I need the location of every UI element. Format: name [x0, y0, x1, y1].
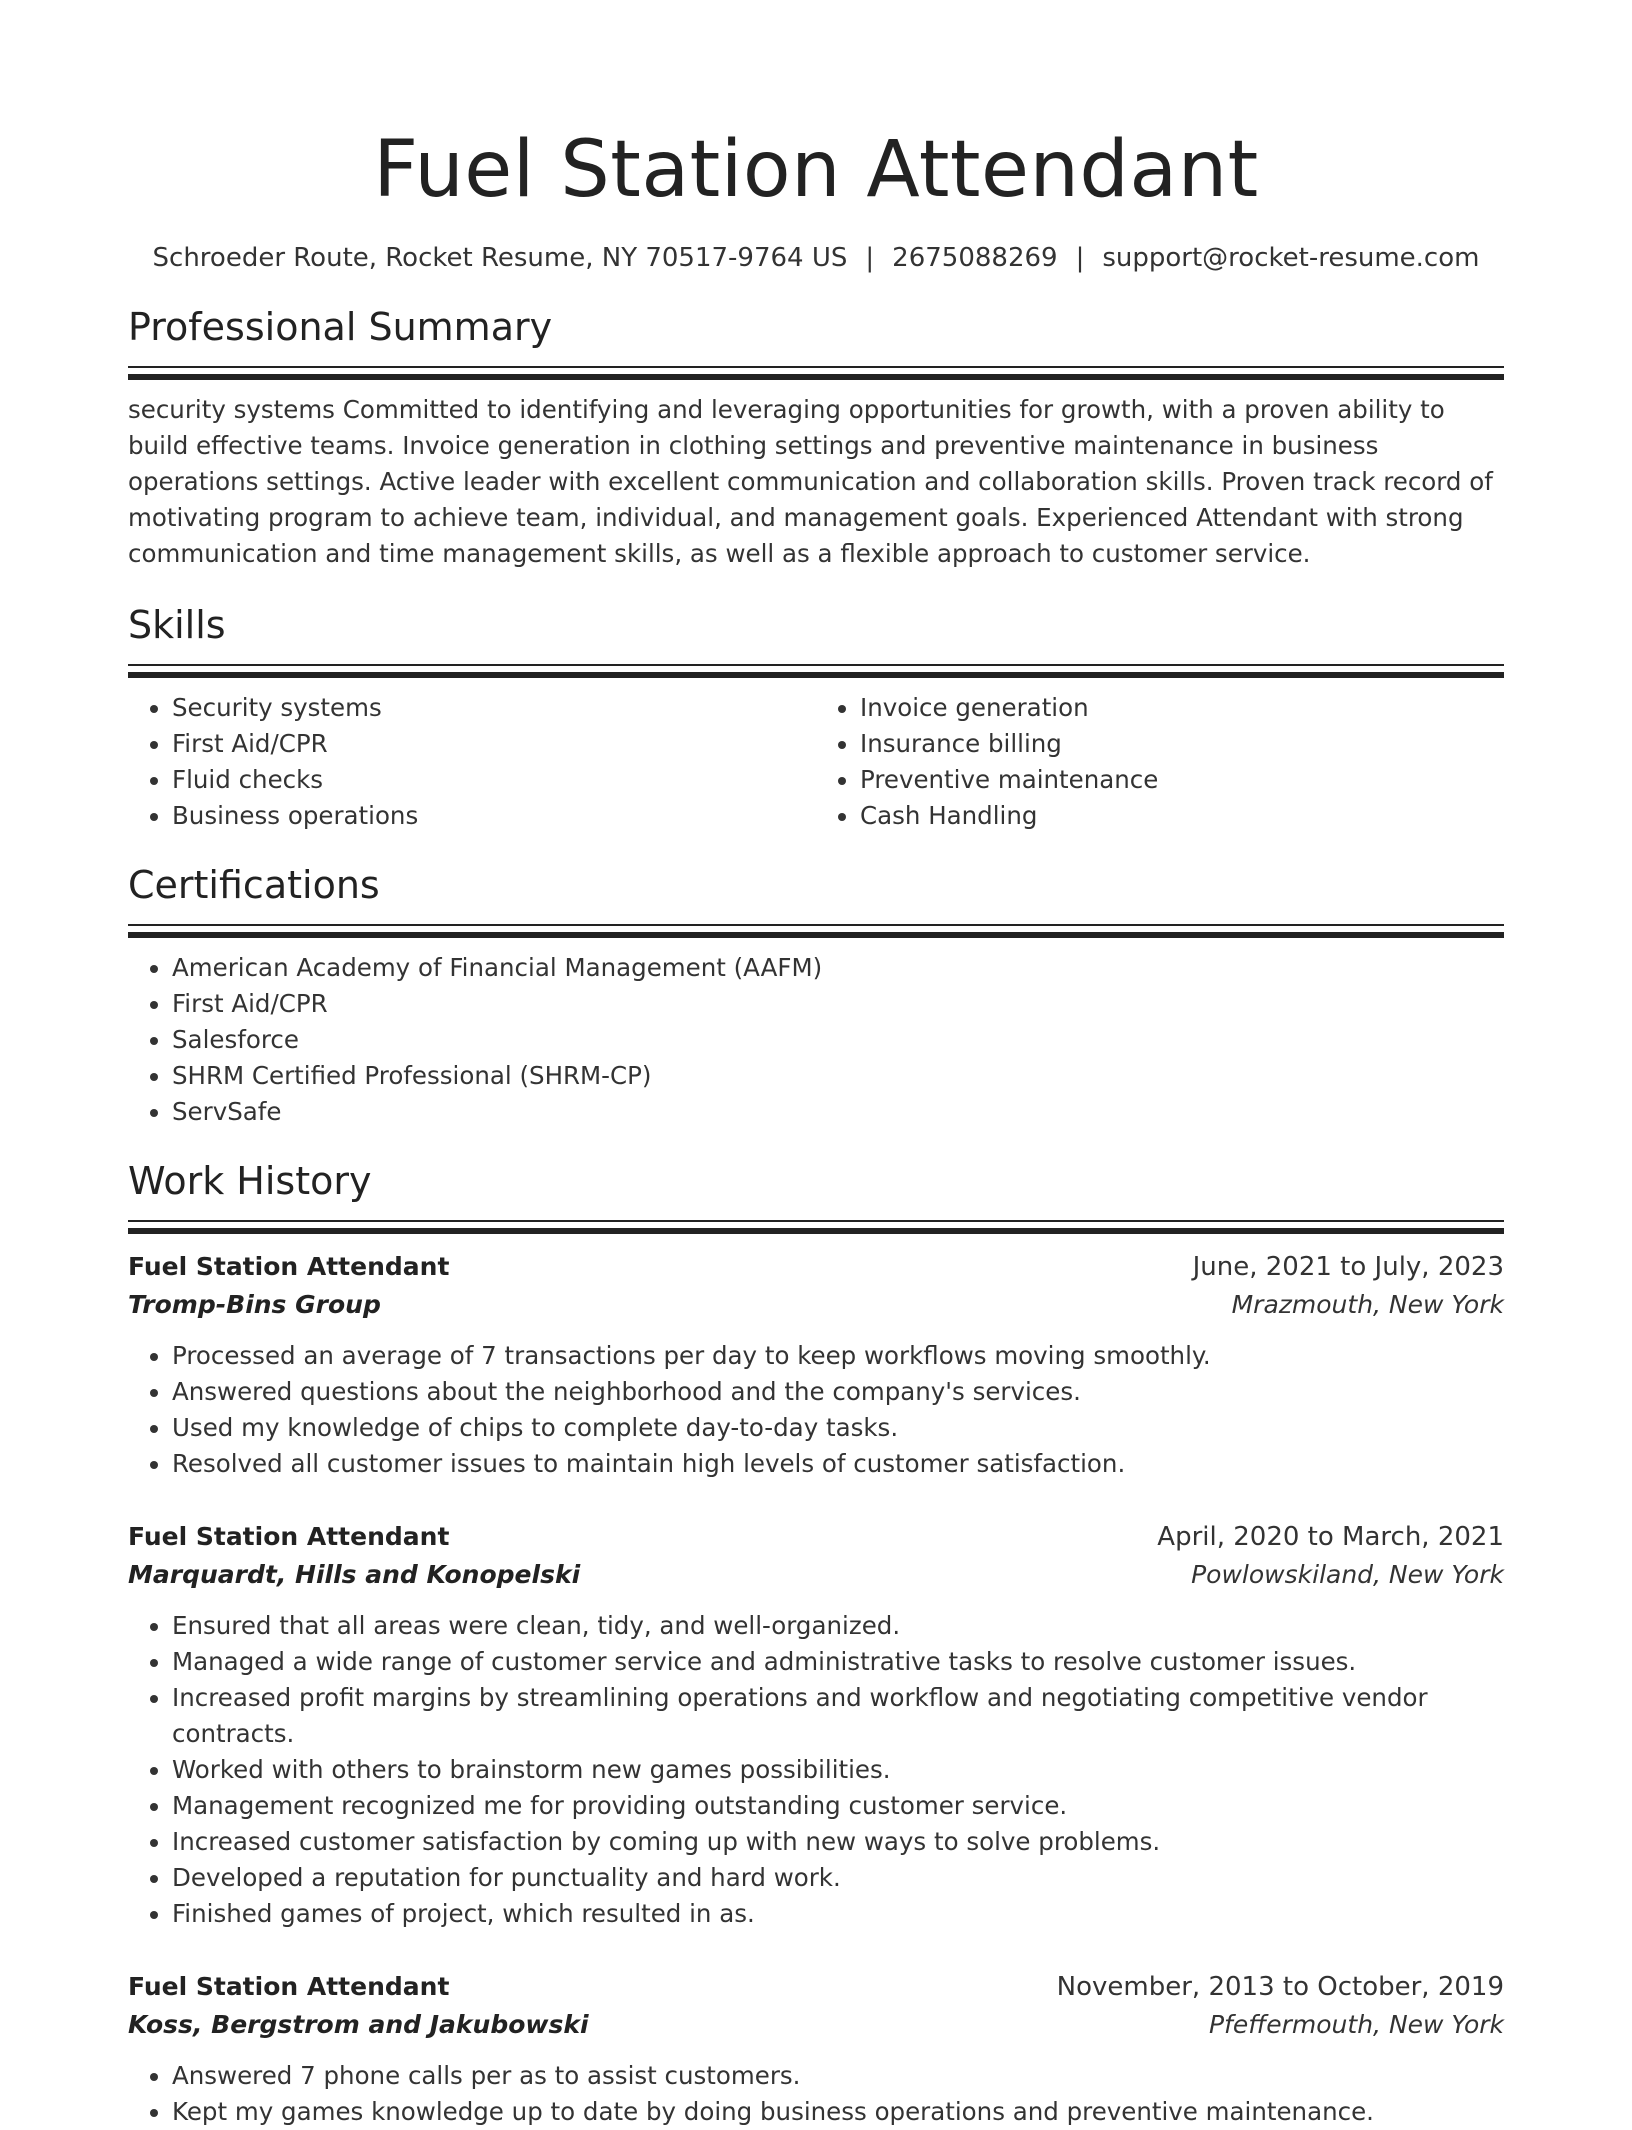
job-header-row [128, 1248, 1504, 1286]
job-bullet: • Answered questions about the neighborhood and the company's services. [172, 1374, 1504, 1410]
job-dates: November, 2013 to October, 2019 [1056, 1972, 1504, 2002]
job-company: Koss, Bergstrom and Jakubowski [128, 2010, 589, 2039]
section-heading-summary: Professional Summary [128, 305, 553, 349]
job-bullets [128, 2058, 1504, 2130]
job-bullet: • Finished games of project, which resulted in as. [172, 1896, 1504, 1932]
job-location: Pfeffermouth, New York [1208, 2010, 1504, 2039]
job-bullet: • Increased customer satisfaction by coming up with new ways to solve problems. [172, 1824, 1504, 1860]
job-bullet: • Increased profit margins by streamlining operations and workflow and negotiating competitive vendor contracts. [172, 1680, 1504, 1752]
contact-separator: | [865, 243, 875, 273]
professional-summary-section [128, 302, 1504, 572]
skill-item: • Preventive maintenance [860, 762, 1504, 798]
contact-phone: 2675088269 [892, 243, 1058, 273]
resume-name: Fuel Station Attendant [373, 125, 1259, 215]
job-bullet: • Answered 7 phone calls per as to assist customers. [172, 2058, 1504, 2094]
job-bullet: • Ensured that all areas were clean, tidy, and well-organized. [172, 1608, 1504, 1644]
job-company-row [128, 1286, 1504, 1324]
job-header-row [128, 1518, 1504, 1556]
job-bullet: • Worked with others to brainstorm new games possibilities. [172, 1752, 1504, 1788]
certification-item: • First Aid/CPR [172, 986, 1504, 1022]
job-entry [128, 1968, 1504, 2130]
skills-section [128, 600, 1504, 834]
job-bullet: • Developed a reputation for punctuality and hard work. [172, 1860, 1504, 1896]
section-heading-certifications: Certifications [128, 863, 380, 907]
section-divider [128, 924, 1504, 938]
job-company: Tromp-Bins Group [128, 1290, 381, 1319]
job-location: Mrazmouth, New York [1231, 1290, 1504, 1319]
skill-item: • Business operations [172, 798, 816, 834]
job-title: Fuel Station Attendant [128, 1522, 450, 1551]
skills-column-left [128, 690, 816, 834]
job-bullets [128, 1338, 1504, 1482]
summary-text: security systems Committed to identifying and leveraging opportunities for growth, with a proven ability to build effective teams. Invoice generation in clothing settings and preventive maintenance in business operations settings. Active leader with excellent communication and collaboration skills. Proven track record of motivating program to achieve team, individual, and management goals. Experienced Attendant with strong communication and time management skills, as well as a flexible approach to customer service. [128, 395, 1493, 568]
job-dates: April, 2020 to March, 2021 [1157, 1522, 1504, 1552]
certification-item: • ServSafe [172, 1094, 1504, 1130]
certification-item: • American Academy of Financial Management (AAFM) [172, 950, 1504, 986]
job-company-row [128, 1556, 1504, 1594]
job-bullet: • Management recognized me for providing outstanding customer service. [172, 1788, 1504, 1824]
skill-item: • Security systems [172, 690, 816, 726]
contact-line [128, 240, 1504, 276]
job-company-row [128, 2006, 1504, 2044]
section-divider [128, 366, 1504, 380]
job-bullet: • Resolved all customer issues to maintain high levels of customer satisfaction. [172, 1446, 1504, 1482]
skill-item: • First Aid/CPR [172, 726, 816, 762]
job-bullet: • Managed a wide range of customer service and administrative tasks to resolve customer issues. [172, 1644, 1504, 1680]
job-entry [128, 1248, 1504, 1482]
job-bullets [128, 1608, 1504, 1932]
certifications-section [128, 860, 1504, 1130]
contact-separator: | [1075, 243, 1085, 273]
job-bullet: • Kept my games knowledge up to date by doing business operations and preventive maintenance. [172, 2094, 1504, 2130]
section-heading-skills: Skills [128, 603, 226, 647]
job-dates: June, 2021 to July, 2023 [1192, 1252, 1504, 1282]
section-divider [128, 1220, 1504, 1234]
job-title: Fuel Station Attendant [128, 1972, 450, 2001]
skill-item: • Fluid checks [172, 762, 816, 798]
job-location: Powlowskiland, New York [1191, 1560, 1504, 1589]
job-entry [128, 1518, 1504, 1932]
skills-column-right [816, 690, 1504, 834]
section-divider [128, 664, 1504, 678]
certification-item: • Salesforce [172, 1022, 1504, 1058]
work-history-section [128, 1156, 1504, 2130]
skill-item: • Invoice generation [860, 690, 1504, 726]
contact-email[interactable]: support@rocket-resume.com [1102, 243, 1480, 273]
skill-item: • Insurance billing [860, 726, 1504, 762]
skill-item: • Cash Handling [860, 798, 1504, 834]
job-bullet: • Processed an average of 7 transactions per day to keep workflows moving smoothly. [172, 1338, 1504, 1374]
skills-grid [128, 690, 1504, 834]
job-title: Fuel Station Attendant [128, 1252, 450, 1281]
job-company: Marquardt, Hills and Konopelski [128, 1560, 581, 1589]
job-header-row [128, 1968, 1504, 2006]
contact-address: Schroeder Route, Rocket Resume, NY 70517-9764 US [152, 243, 848, 273]
job-bullet: • Used my knowledge of chips to complete day-to-day tasks. [172, 1410, 1504, 1446]
certifications-list [128, 950, 1504, 1130]
section-heading-work-history: Work History [128, 1159, 372, 1203]
certification-item: • SHRM Certified Professional (SHRM-CP) [172, 1058, 1504, 1094]
